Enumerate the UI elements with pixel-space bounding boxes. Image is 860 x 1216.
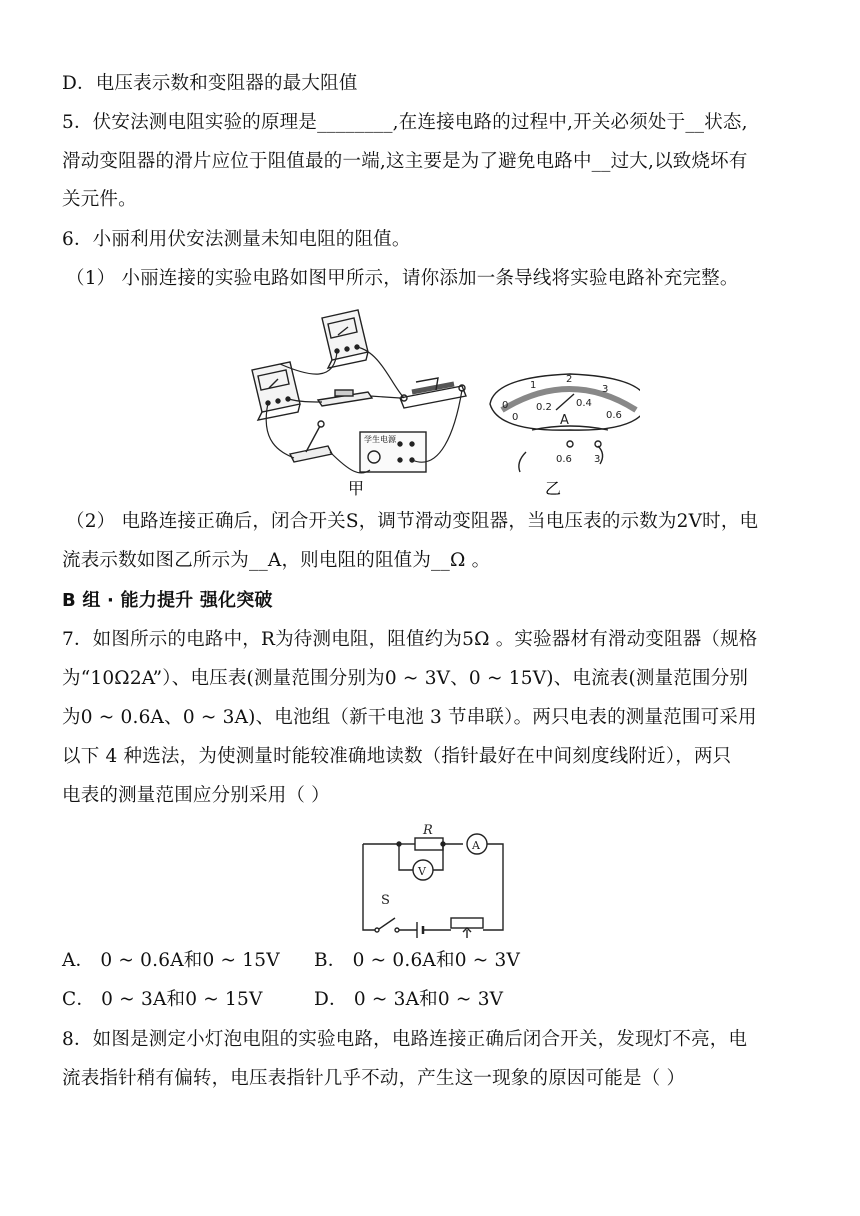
- voltmeter-device: [322, 310, 368, 368]
- text-line: 流表示数如图乙所示为__A，则电阻的阻值为__Ω 。: [62, 550, 491, 571]
- resistor-symbol: [415, 838, 443, 850]
- ammeter-device: [252, 362, 300, 420]
- option-a: A． 0 ~ 0.6A和0 ~ 15V: [62, 950, 280, 971]
- dial-top-tick: 2: [566, 374, 573, 385]
- dial-top-tick: 1: [530, 380, 537, 391]
- text-line: 为0 ~ 0.6A、0 ~ 3A)、电池组（新干电池 3 节串联）。两只电表的测量范围可采用: [62, 707, 757, 728]
- dial-unit-letter: A: [560, 413, 569, 428]
- terminal-label: 0.6: [556, 454, 572, 465]
- text-line: 滑动变阻器的滑片应位于阻值最的一端,这主要是为了避免电路中__过大,以致烧坏有: [62, 151, 748, 172]
- switch-symbol: [379, 918, 395, 929]
- voltmeter-label: V: [418, 865, 426, 878]
- dial-bottom-tick: 0.4: [576, 398, 592, 409]
- question-7: 7．如图所示的电路中，R为待测电阻，阻值约为5Ω 。实验器材有滑动变阻器（规格: [62, 629, 758, 650]
- option-c: C． 0 ~ 3A和0 ~ 15V: [62, 989, 263, 1010]
- figure-caption-yi: 乙: [545, 479, 562, 498]
- question-5: 5．伏安法测电阻实验的原理是________,在连接电路的过程中,开关必须处于__状态,: [62, 112, 748, 133]
- question-6: 6．小丽利用伏安法测量未知电阻的阻值。: [62, 229, 411, 250]
- text-line: 流表指针稍有偏转，电压表指针几乎不动，产生这一现象的原因可能是（ ）: [62, 1068, 686, 1089]
- rheostat-symbol: [451, 918, 483, 928]
- dial-bottom-tick: 0: [512, 412, 519, 423]
- power-supply-label: 学生电源: [364, 435, 396, 444]
- text-line: 电表的测量范围应分别采用（ ）: [62, 785, 330, 806]
- section-heading: B 组 · 能力提升 强化突破: [62, 590, 273, 611]
- ammeter-label: A: [472, 839, 480, 852]
- text-line: D．电压表示数和变阻器的最大阻值: [62, 73, 358, 94]
- figure-caption-jia: 甲: [348, 479, 365, 498]
- text-line: 以下 4 种选法，为使测量时能较准确地读数（指针最好在中间刻度线附近），两只: [62, 746, 732, 767]
- resistor-label: R: [423, 823, 433, 838]
- text-line: 关元件。: [62, 189, 137, 210]
- dial-top-tick: 3: [602, 384, 609, 395]
- rheostat-device: [400, 378, 466, 408]
- resistor-device: [318, 390, 372, 406]
- switch-device: [290, 421, 332, 462]
- option-d: D． 0 ~ 3A和0 ~ 3V: [314, 989, 504, 1010]
- text-line: 为“10Ω2A”）、电压表(测量范围分别为0 ~ 3V、0 ~ 15V)、电流表(测量范围分别: [62, 668, 749, 689]
- dial-bottom-tick: 0.6: [606, 410, 622, 421]
- question-8: 8．如图是测定小灯泡电阻的实验电路，电路连接正确后闭合开关，发现灯不亮，电: [62, 1029, 748, 1050]
- experiment-figure: [240, 302, 640, 498]
- terminal-label: 3: [594, 454, 601, 465]
- question-6-part-2: （2） 电路连接正确后，闭合开关S，调节滑动变阻器，当电压表的示数为2V时，电: [66, 511, 759, 532]
- question-6-part-1: （1） 小丽连接的实验电路如图甲所示，请你添加一条导线将实验电路补充完整。: [66, 268, 739, 289]
- switch-label: S: [381, 893, 390, 908]
- dial-bottom-tick: 0.2: [536, 402, 552, 413]
- dial-top-tick: 0: [502, 400, 509, 411]
- option-b: B． 0 ~ 0.6A和0 ~ 3V: [314, 950, 521, 971]
- circuit-diagram: [355, 818, 515, 938]
